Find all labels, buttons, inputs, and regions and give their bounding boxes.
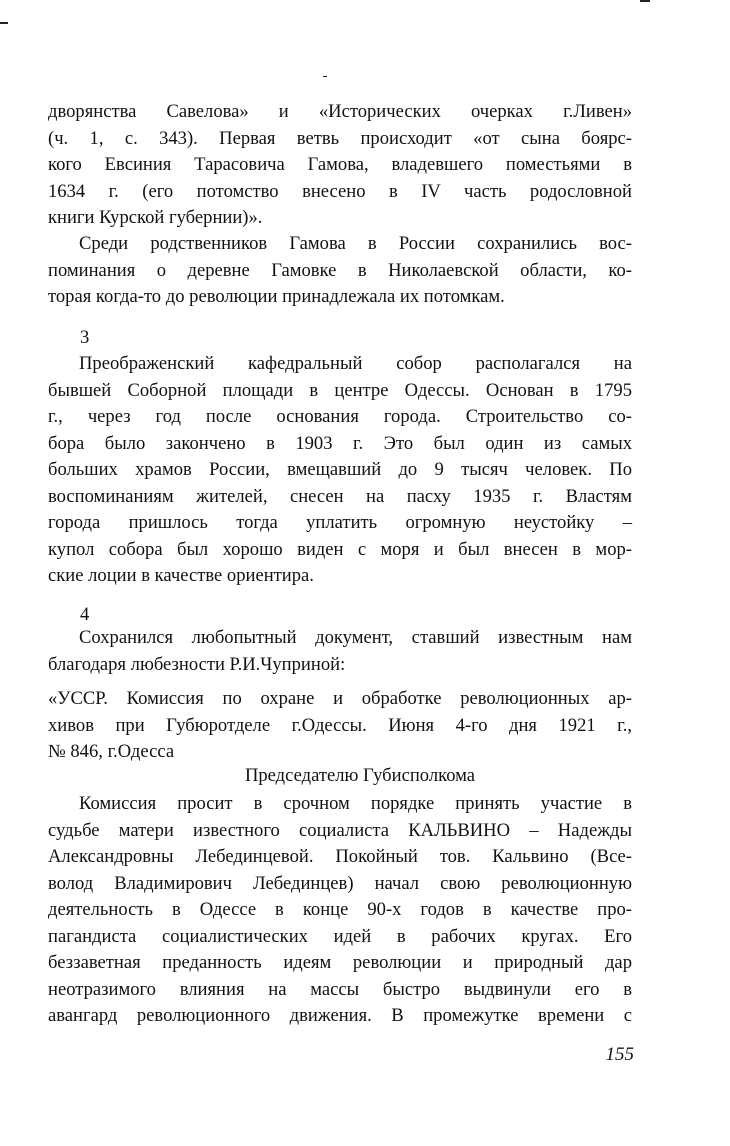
text-line: неотразимого влияния на массы быстро выдвинули его в bbox=[48, 978, 632, 1000]
text-line: поминания о деревне Гамовке в Николаевской области, ко- bbox=[48, 259, 632, 281]
text-line: Комиссия просит в срочном порядке принять участие в bbox=[79, 793, 632, 814]
scan-mark-top-left bbox=[0, 22, 8, 24]
text-line: № 846, г.Одесса bbox=[48, 741, 175, 762]
text-line: торая когда-то до революции принадлежала их потомкам. bbox=[48, 286, 505, 307]
text-line: бора было закончено в 1903 г. Это был один из самых bbox=[48, 432, 632, 454]
note-number-4: 4 bbox=[80, 604, 90, 625]
document-header bbox=[48, 686, 632, 766]
text-line: бывшей Соборной площади в центре Одессы. Основан в 1795 bbox=[48, 379, 632, 401]
text-line: пагандиста социалистических идей в рабочих кругах. Его bbox=[48, 925, 632, 947]
note-3-text bbox=[48, 351, 632, 590]
note-number-3: 3 bbox=[80, 327, 90, 348]
paragraph-intro bbox=[48, 99, 632, 232]
text-line: воспоминаниям жителей, снесен на пасху 1935 г. Властям bbox=[48, 485, 632, 507]
document-addressee: Председателю Губисполкома bbox=[244, 765, 476, 786]
document-body bbox=[48, 791, 632, 1030]
text-line: Сохранился любопытный документ, ставший известным нам bbox=[79, 627, 632, 648]
text-line: (ч. 1, с. 343). Первая ветвь происходит «от сына боярс- bbox=[48, 127, 632, 149]
text-line: 1634 г. (его потомство внесено в IV часть родословной bbox=[48, 180, 632, 202]
text-line: беззаветная преданность идеям революции и природный дар bbox=[48, 952, 632, 973]
text-line: г., через год после основания города. Строительство со- bbox=[48, 406, 632, 427]
text-line: книги Курской губернии)». bbox=[48, 207, 263, 228]
text-line: Александровны Лебединцевой. Покойный тов. Кальвино (Все- bbox=[48, 846, 632, 867]
scan-dot-top bbox=[323, 76, 327, 77]
text-line: «УССР. Комиссия по охране и обработке революционных ар- bbox=[48, 688, 632, 709]
text-line: судьбе матери известного социалиста КАЛЬВИНО – Надежды bbox=[48, 819, 632, 841]
text-line: авангард революционного движения. В промежутке времени с bbox=[48, 1005, 632, 1026]
scan-mark-top-right bbox=[640, 0, 650, 2]
paragraph-relatives bbox=[48, 231, 632, 311]
note-4-intro bbox=[48, 625, 632, 678]
text-line: больших храмов России, вмещавший до 9 тысяч человек. По bbox=[48, 459, 632, 480]
text-line: ские лоции в качестве ориентира. bbox=[48, 565, 314, 586]
text-line: хивов при Губюротделе г.Одессы. Июня 4-го дня 1921 г., bbox=[48, 714, 632, 736]
page-number: 155 bbox=[605, 1044, 634, 1065]
text-line: города пришлось тогда уплатить огромную неустойку – bbox=[48, 512, 632, 533]
text-line: деятельность в Одессе в конце 90-х годов в качестве про- bbox=[48, 899, 632, 920]
text-line: дворянства Савелова» и «Исторических очерках г.Ливен» bbox=[48, 101, 632, 122]
text-line: волод Владимирович Лебединцев) начал свою революционную bbox=[48, 872, 632, 894]
text-line: Преображенский кафедральный собор располагался на bbox=[79, 353, 632, 374]
text-line: купол собора был хорошо виден с моря и был внесен в мор- bbox=[48, 538, 632, 560]
text-line: благодаря любезности Р.И.Чуприной: bbox=[48, 653, 346, 675]
text-line: кого Евсиния Тарасовича Гамова, владевшего поместьями в bbox=[48, 154, 632, 175]
text-line: Среди родственников Гамова в России сохранились вос- bbox=[79, 233, 632, 254]
